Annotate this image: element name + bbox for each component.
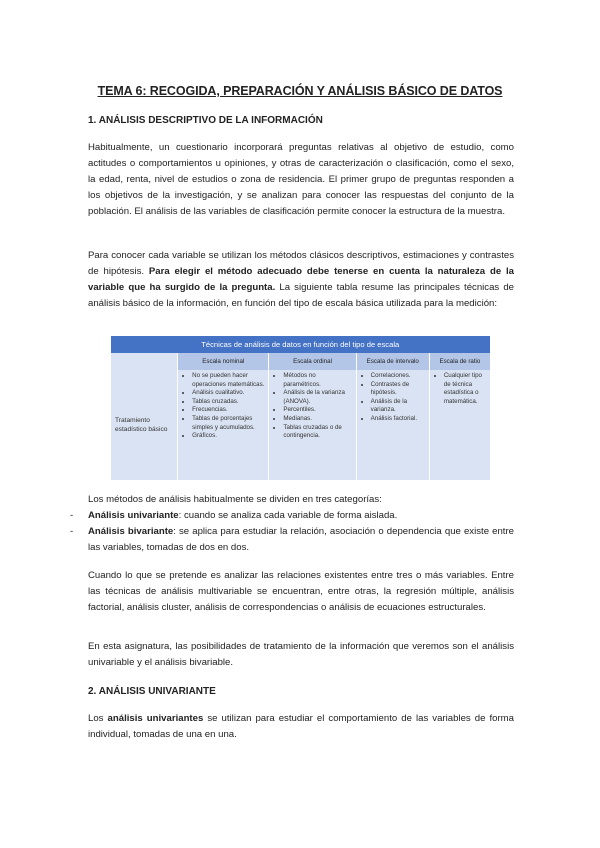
list-nominal — [182, 372, 264, 441]
table-corner-cell — [111, 353, 178, 370]
header-nominal: Escala nominal — [178, 353, 269, 370]
section2-text-b: se utilizan para estudiar el comportamiento de las variables de forma individual, tomadas de una en una. — [88, 713, 514, 740]
list-item: • Tablas cruzadas o de contingencia. — [283, 424, 351, 441]
dash-bullet: - — [70, 510, 74, 521]
cell-intervalo — [356, 370, 429, 480]
list-item: • Análisis de la varianza. — [371, 398, 425, 415]
item2-bold: Análisis bivariante — [88, 526, 174, 537]
section1-heading: 1. ANÁLISIS DESCRIPTIVO DE LA INFORMACIÓN — [88, 115, 323, 126]
list-item: • No se pueden hacer operaciones matemáticas. — [192, 372, 264, 389]
cell-ordinal — [269, 370, 356, 480]
list-item: • Percentiles. — [283, 406, 351, 415]
item1-text: : cuando se analiza cada variable de forma aislada. — [178, 510, 398, 521]
list-item: • Cualquier tipo de técnica estadística o matemática. — [444, 372, 486, 406]
list-item: • Análisis cualitativo. — [192, 389, 264, 398]
list-intervalo — [361, 372, 425, 424]
list-item: • Tablas de porcentajes simples y acumulados. — [192, 415, 264, 432]
cell-ratio — [429, 370, 490, 480]
list-item: • Tablas cruzadas. — [192, 398, 264, 407]
list-ordinal — [273, 372, 351, 441]
section1-paragraph-1: Habitualmente, un cuestionario incorporará preguntas relativas al objetivo de estudio, como actitudes o comportamientos u opiniones, y otras de caracterización o clasificación, como el sexo, la edad, renta, nivel de estudios o zona de residencia. El primer grupo de preguntas responden a los objetivos de la investigación, y se analizan para conocer las respuestas del conjunto de la población. El análisis de las variables de clasificación permite conocer la estructura de la muestra. — [88, 142, 514, 217]
methods-intro: Los métodos de análisis habitualmente se dividen en tres categorías: — [88, 494, 382, 505]
header-intervalo: Escala de intervalo — [356, 353, 429, 370]
header-ratio: Escala de ratio — [429, 353, 490, 370]
section2-bold: análisis univariantes — [107, 713, 204, 724]
methods-list — [70, 508, 514, 556]
multivariate-paragraph: Cuando lo que se pretende es analizar las relaciones existentes entre tres o más variables. Entre las técnicas de análisis multivariable se encuentran, entre otras, la regresión múltiple, análisis factorial, análisis cluster, análisis de correspondencias o análisis de ecuaciones estructurales. — [88, 570, 514, 613]
list-item: • Contrastes de hipótesis. — [371, 381, 425, 398]
item1-bold: Análisis univariante — [88, 510, 179, 521]
list-item: • Medianas. — [283, 415, 351, 424]
paragraph-2-text-b: La siguiente tabla resume las principales técnicas de análisis básico de la información, en función del tipo de escala básica utilizada para la medición: — [88, 282, 515, 309]
list-item: • Métodos no paramétricos. — [283, 372, 351, 389]
page-title: TEMA 6: RECOGIDA, PREPARACIÓN Y ANÁLISIS BÁSICO DE DATOS — [97, 84, 503, 98]
item2-text: : se aplica para estudiar la relación, asociación o dependencia que existe entre las variables, tomadas de dos en dos. — [88, 526, 515, 553]
list-item — [70, 524, 514, 556]
course-scope-paragraph: En esta asignatura, las posibilidades de tratamiento de la información que veremos son el análisis univariable y el análisis bivariable. — [88, 641, 514, 668]
section2-paragraph — [88, 711, 514, 743]
paragraph-2-bold: Para elegir el método adecuado debe tenerse en cuenta la naturaleza de la variable que ha surgido de la pregunta. — [88, 266, 514, 293]
section2-heading: 2. ANÁLISIS UNIVARIANTE — [88, 686, 216, 697]
list-item: • Análisis factorial. — [371, 415, 425, 424]
section2-text-a: Los — [88, 713, 108, 724]
dash-bullet: - — [70, 526, 74, 537]
list-item — [70, 508, 514, 524]
list-item: • Análisis de la varianza (ANOVA). — [283, 389, 351, 406]
list-item: • Gráficos. — [192, 432, 264, 441]
cell-nominal — [178, 370, 269, 480]
table-caption: Técnicas de análisis de datos en función del tipo de escala — [111, 336, 491, 353]
header-ordinal: Escala ordinal — [269, 353, 356, 370]
list-item: • Correlaciones. — [371, 372, 425, 381]
row-label: Tratamiento estadístico básico — [111, 370, 178, 480]
paragraph-2-text-a: Para conocer cada variable se utilizan los métodos clásicos descriptivos, estimaciones y contrastes de hipótesis. — [88, 250, 514, 277]
techniques-table — [110, 336, 490, 480]
section1-paragraph-2 — [88, 248, 514, 312]
list-item: • Frecuencias. — [192, 406, 264, 415]
list-ratio — [434, 372, 486, 406]
